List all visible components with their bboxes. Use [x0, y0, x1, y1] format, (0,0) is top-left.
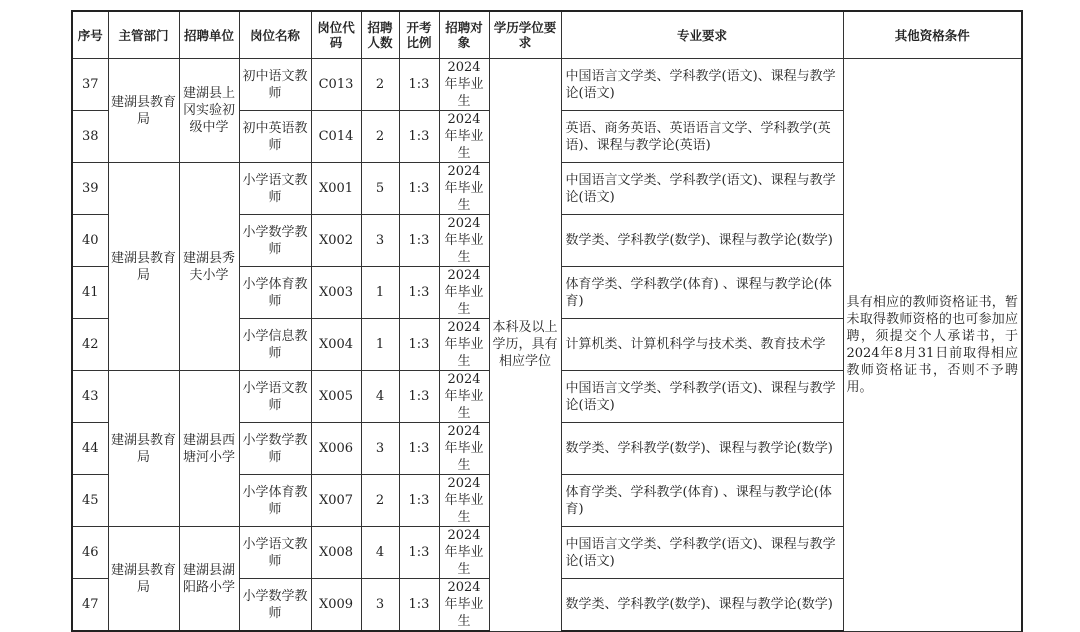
target-group: 2024年毕业生 — [439, 371, 489, 423]
exam-ratio: 1:3 — [399, 423, 439, 475]
hire-count: 2 — [361, 111, 399, 163]
hire-count: 5 — [361, 163, 399, 215]
post-code: C014 — [311, 111, 361, 163]
row-number: 42 — [72, 319, 108, 371]
header-major: 专业要求 — [561, 11, 843, 59]
major-requirement: 中国语言文学类、学科教学(语文)、课程与教学论(语文) — [561, 371, 843, 423]
post-name: 小学信息教师 — [239, 319, 311, 371]
major-requirement: 中国语言文学类、学科教学(语文)、课程与教学论(语文) — [561, 163, 843, 215]
recruitment-table-container — [71, 10, 1021, 629]
post-code: X004 — [311, 319, 361, 371]
major-requirement: 体育学类、学科教学(体育) 、课程与教学论(体育) — [561, 475, 843, 527]
unit-cell: 建湖县上冈实验初级中学 — [179, 59, 239, 163]
target-group: 2024年毕业生 — [439, 423, 489, 475]
target-group: 2024年毕业生 — [439, 475, 489, 527]
education-requirement: 本科及以上学历，具有相应学位 — [489, 59, 561, 632]
exam-ratio: 1:3 — [399, 163, 439, 215]
header-target: 招聘对象 — [439, 11, 489, 59]
post-name: 小学语文教师 — [239, 371, 311, 423]
unit-cell: 建湖县西塘河小学 — [179, 371, 239, 527]
row-number: 41 — [72, 267, 108, 319]
header-education: 学历学位要求 — [489, 11, 561, 59]
header-ratio: 开考比例 — [399, 11, 439, 59]
target-group: 2024年毕业生 — [439, 59, 489, 111]
hire-count: 1 — [361, 267, 399, 319]
post-code: X008 — [311, 527, 361, 579]
other-qualifications: 具有相应的教师资格证书，暂未取得教师资格的也可参加应聘，须提交个人承诺书，于2024年8月31日前取得相应教师资格证书，否则不予聘用。 — [843, 59, 1022, 632]
hire-count: 4 — [361, 527, 399, 579]
post-name: 初中语文教师 — [239, 59, 311, 111]
header-post: 岗位名称 — [239, 11, 311, 59]
row-number: 46 — [72, 527, 108, 579]
exam-ratio: 1:3 — [399, 475, 439, 527]
hire-count: 1 — [361, 319, 399, 371]
exam-ratio: 1:3 — [399, 371, 439, 423]
hire-count: 4 — [361, 371, 399, 423]
post-name: 小学语文教师 — [239, 527, 311, 579]
post-name: 小学体育教师 — [239, 475, 311, 527]
post-name: 初中英语教师 — [239, 111, 311, 163]
header-count: 招聘人数 — [361, 11, 399, 59]
exam-ratio: 1:3 — [399, 267, 439, 319]
unit-cell: 建湖县湖阳路小学 — [179, 527, 239, 632]
hire-count: 3 — [361, 423, 399, 475]
exam-ratio: 1:3 — [399, 319, 439, 371]
major-requirement: 中国语言文学类、学科教学(语文)、课程与教学论(语文) — [561, 59, 843, 111]
header-unit: 招聘单位 — [179, 11, 239, 59]
post-code: X009 — [311, 579, 361, 632]
post-name: 小学语文教师 — [239, 163, 311, 215]
exam-ratio: 1:3 — [399, 59, 439, 111]
major-requirement: 英语、商务英语、英语语言文学、学科教学(英语)、课程与教学论(英语) — [561, 111, 843, 163]
row-number: 39 — [72, 163, 108, 215]
row-number: 43 — [72, 371, 108, 423]
target-group: 2024年毕业生 — [439, 319, 489, 371]
hire-count: 2 — [361, 59, 399, 111]
post-name: 小学数学教师 — [239, 579, 311, 632]
target-group: 2024年毕业生 — [439, 111, 489, 163]
major-requirement: 体育学类、学科教学(体育) 、课程与教学论(体育) — [561, 267, 843, 319]
row-number: 38 — [72, 111, 108, 163]
exam-ratio: 1:3 — [399, 215, 439, 267]
major-requirement: 数学类、学科教学(数学)、课程与教学论(数学) — [561, 579, 843, 632]
row-number: 44 — [72, 423, 108, 475]
post-name: 小学数学教师 — [239, 215, 311, 267]
header-no: 序号 — [72, 11, 108, 59]
header-row — [72, 11, 1022, 59]
exam-ratio: 1:3 — [399, 579, 439, 632]
post-code: X005 — [311, 371, 361, 423]
post-code: X002 — [311, 215, 361, 267]
exam-ratio: 1:3 — [399, 111, 439, 163]
hire-count: 3 — [361, 215, 399, 267]
row-number: 45 — [72, 475, 108, 527]
table-row — [72, 59, 1022, 111]
dept-cell: 建湖县教育局 — [108, 163, 179, 371]
header-code: 岗位代码 — [311, 11, 361, 59]
target-group: 2024年毕业生 — [439, 215, 489, 267]
dept-cell: 建湖县教育局 — [108, 59, 179, 163]
post-code: X003 — [311, 267, 361, 319]
target-group: 2024年毕业生 — [439, 527, 489, 579]
major-requirement: 计算机类、计算机科学与技术类、教育技术学 — [561, 319, 843, 371]
major-requirement: 数学类、学科教学(数学)、课程与教学论(数学) — [561, 423, 843, 475]
hire-count: 3 — [361, 579, 399, 632]
hire-count: 2 — [361, 475, 399, 527]
row-number: 47 — [72, 579, 108, 632]
dept-cell: 建湖县教育局 — [108, 371, 179, 527]
post-name: 小学体育教师 — [239, 267, 311, 319]
header-other: 其他资格条件 — [843, 11, 1022, 59]
recruitment-table — [71, 10, 1023, 632]
target-group: 2024年毕业生 — [439, 579, 489, 632]
header-dept: 主管部门 — [108, 11, 179, 59]
dept-cell: 建湖县教育局 — [108, 527, 179, 632]
post-code: X006 — [311, 423, 361, 475]
row-number: 40 — [72, 215, 108, 267]
major-requirement: 数学类、学科教学(数学)、课程与教学论(数学) — [561, 215, 843, 267]
exam-ratio: 1:3 — [399, 527, 439, 579]
post-code: X001 — [311, 163, 361, 215]
unit-cell: 建湖县秀夫小学 — [179, 163, 239, 371]
post-code: C013 — [311, 59, 361, 111]
row-number: 37 — [72, 59, 108, 111]
target-group: 2024年毕业生 — [439, 163, 489, 215]
post-code: X007 — [311, 475, 361, 527]
target-group: 2024年毕业生 — [439, 267, 489, 319]
post-name: 小学数学教师 — [239, 423, 311, 475]
major-requirement: 中国语言文学类、学科教学(语文)、课程与教学论(语文) — [561, 527, 843, 579]
